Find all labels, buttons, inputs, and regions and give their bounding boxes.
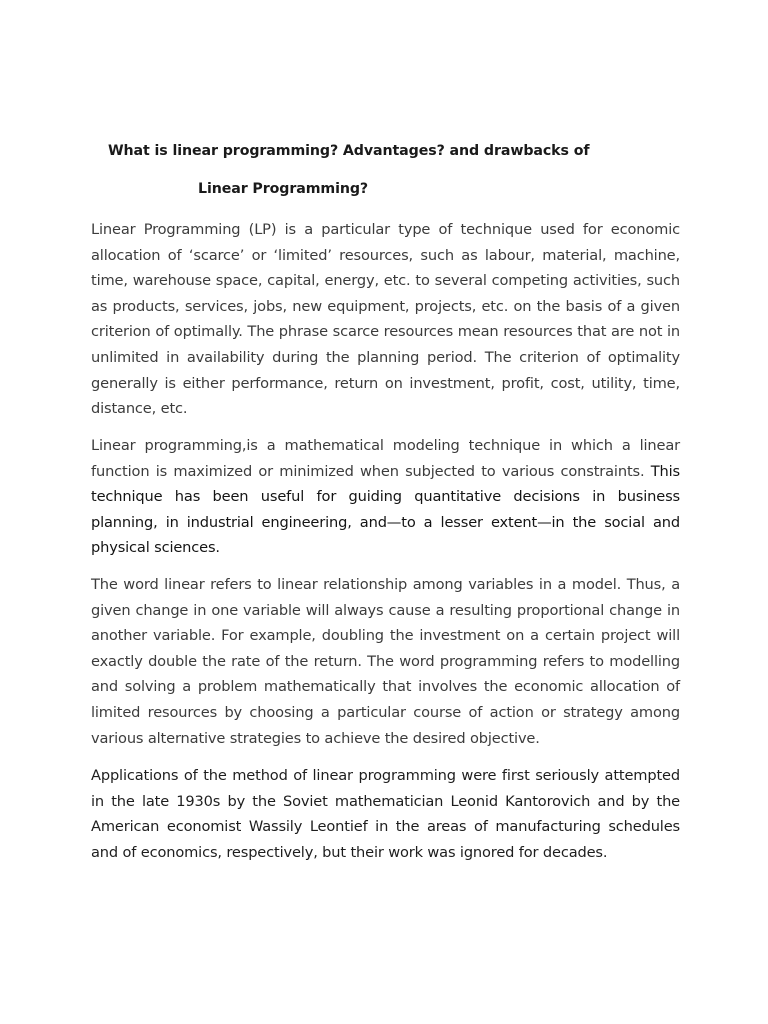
paragraph-word-linear: The word linear refers to linear relationship among variables in a model. Thus, a given change in one variable will always cause a resulting proportional change in another variable. For example, doubling the investment on a certain project will exactly double the rate of the return. The word programming refers to modelling and solving a problem mathematically that involves the economic allocation of limited resources by choosing a particular course of action or strategy among various alternative strategies to achieve the desired objective. <box>91 576 680 747</box>
paragraph-lp-technique-part-2: This technique has been useful for guiding quantitative decisions in business planning, in industrial engineering, and—to a lesser extent—in the social and physical sciences. <box>91 462 680 557</box>
paragraph-applications: Applications of the method of linear programming were first seriously attempted in the late 1930s by the Soviet mathematician Leonid Kantorovich and by the American economist Wassily Leontief in the areas of manufacturing schedules and of economics, respectively, but their work was ignored for decades. <box>91 767 680 861</box>
paragraph-lp-technique <box>91 433 680 561</box>
document-title-line-2: Linear Programming? <box>198 181 369 197</box>
paragraph-lp-definition: Linear Programming (LP) is a particular type of technique used for economic allocation of ‘scarce’ or ‘limited’ resources, such as labour, material, machine, time, warehouse space, capital, energy, etc. to several competing activities, such as products, services, jobs, new equipment, projects, etc. on the basis of a given criterion of optimally. The phrase scarce resources mean resources that are not in unlimited in availability during the planning period. The criterion of optimality generally is either performance, return on investment, profit, cost, utility, time, distance, etc. <box>91 221 680 418</box>
document-title-line-1: What is linear programming? Advantages? and drawbacks of <box>108 143 590 159</box>
paragraph-lp-technique-part-1: Linear programming,is a mathematical modeling technique in which a linear function is maximized or minimized when subjected to various constraints. <box>91 437 680 480</box>
